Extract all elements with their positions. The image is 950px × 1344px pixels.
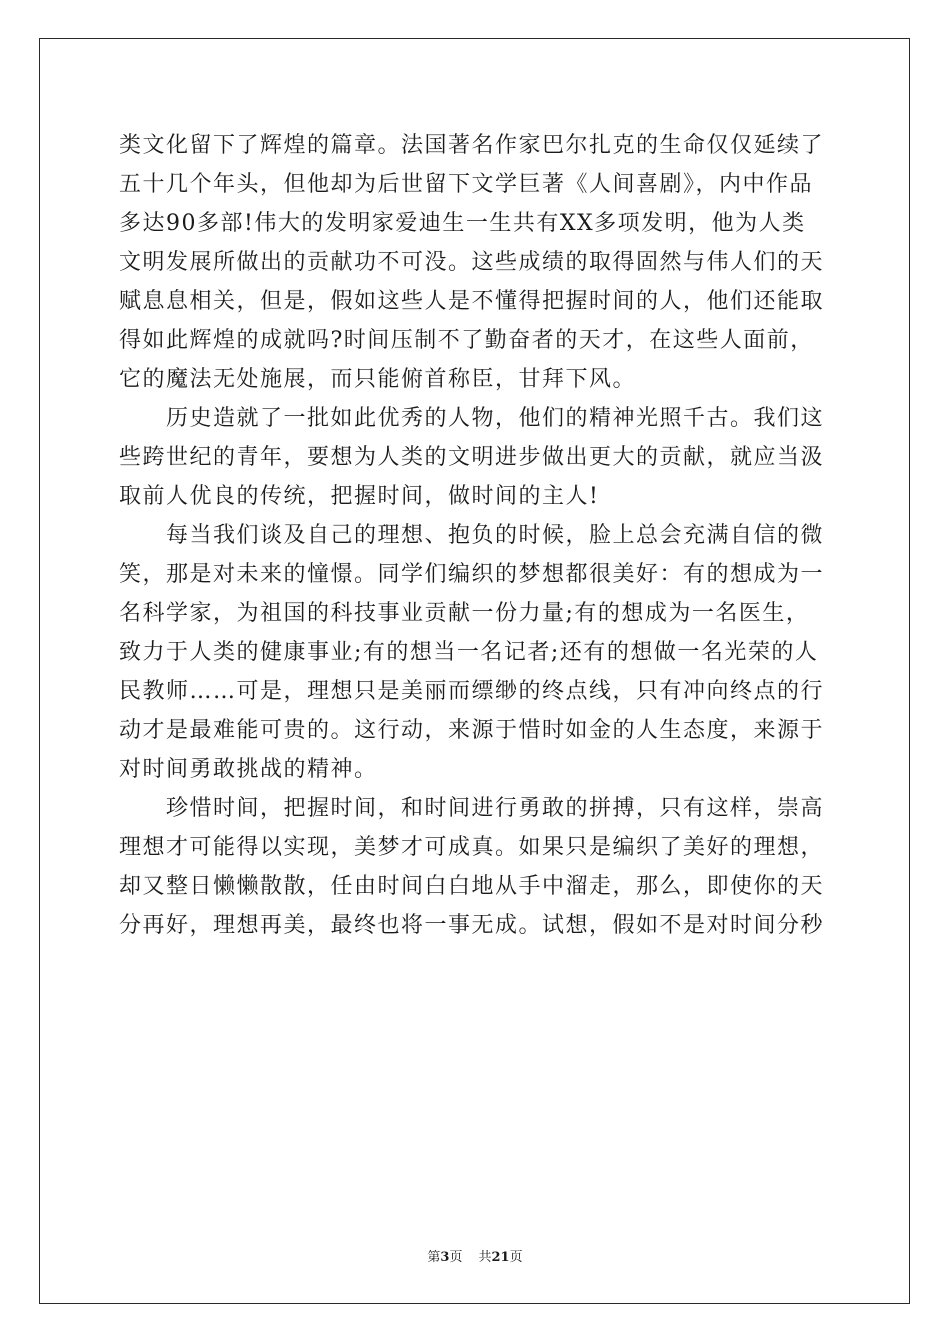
text-line: 名科学家，为祖国的科技事业贡献一份力量;有的想成为一名医生， [119,601,810,626]
text-line: 得如此辉煌的成就吗?时间压制不了勤奋者的天才，在这些人面前， [119,328,814,353]
text-line: 动才是最难能可贵的。这行动，来源于惜时如金的人生态度，来源于 [119,718,825,743]
text-line: 类文化留下了辉煌的篇章。法国著名作家巴尔扎克的生命仅仅延续了 [119,133,825,158]
text-line: 取前人优良的传统，把握时间，做时间的主人! [119,484,600,509]
text-line: 些跨世纪的青年，要想为人类的文明进步做出更大的贡献，就应当汲 [119,445,825,470]
document-body [119,126,835,945]
text-line: 理想才可能得以实现，美梦才可成真。如果只是编织了美好的理想， [119,835,825,860]
text-line: 对时间勇敢挑战的精神。 [119,757,378,782]
text-line: 致力于人类的健康事业;有的想当一名记者;还有的想做一名光荣的人 [119,640,819,665]
text-line: 分再好，理想再美，最终也将一事无成。试想，假如不是对时间分秒 [119,913,825,938]
text-line: 珍惜时间，把握时间，和时间进行勇敢的拼搏，只有这样，崇高 [119,796,825,821]
text-line: 它的魔法无处施展，而只能俯首称臣，甘拜下风。 [119,367,637,392]
text-line: 笑，那是对未来的憧憬。同学们编织的梦想都很美好：有的想成为一 [119,562,825,587]
text-line: 民教师……可是，理想只是美丽而缥缈的终点线，只有冲向终点的行 [119,679,825,704]
text-line: 赋息息相关，但是，假如这些人是不懂得把握时间的人，他们还能取 [119,289,825,314]
page-suffix: 页 [449,1250,463,1265]
total-pages: 21 [491,1250,510,1265]
page-footer [0,1246,950,1265]
text-line: 每当我们谈及自己的理想、抱负的时候，脸上总会充满自信的微 [119,523,825,548]
page-number: 3 [440,1250,450,1265]
page-prefix: 第 [427,1250,441,1265]
text-line: 五十几个年头，但他却为后世留下文学巨著《人间喜剧》，内中作品 [119,172,814,197]
total-prefix: 共 [478,1250,492,1265]
text-line: 却又整日懒懒散散，任由时间白白地从手中溜走，那么，即使你的天 [119,874,825,899]
text-line: 文明发展所做出的贡献功不可没。这些成绩的取得固然与伟人们的天 [119,250,825,275]
total-suffix: 页 [509,1250,523,1265]
text-line: 历史造就了一批如此优秀的人物，他们的精神光照千古。我们这 [119,406,825,431]
text-line: 多达90多部!伟大的发明家爱迪生一生共有XX多项发明，他为人类 [119,211,806,236]
